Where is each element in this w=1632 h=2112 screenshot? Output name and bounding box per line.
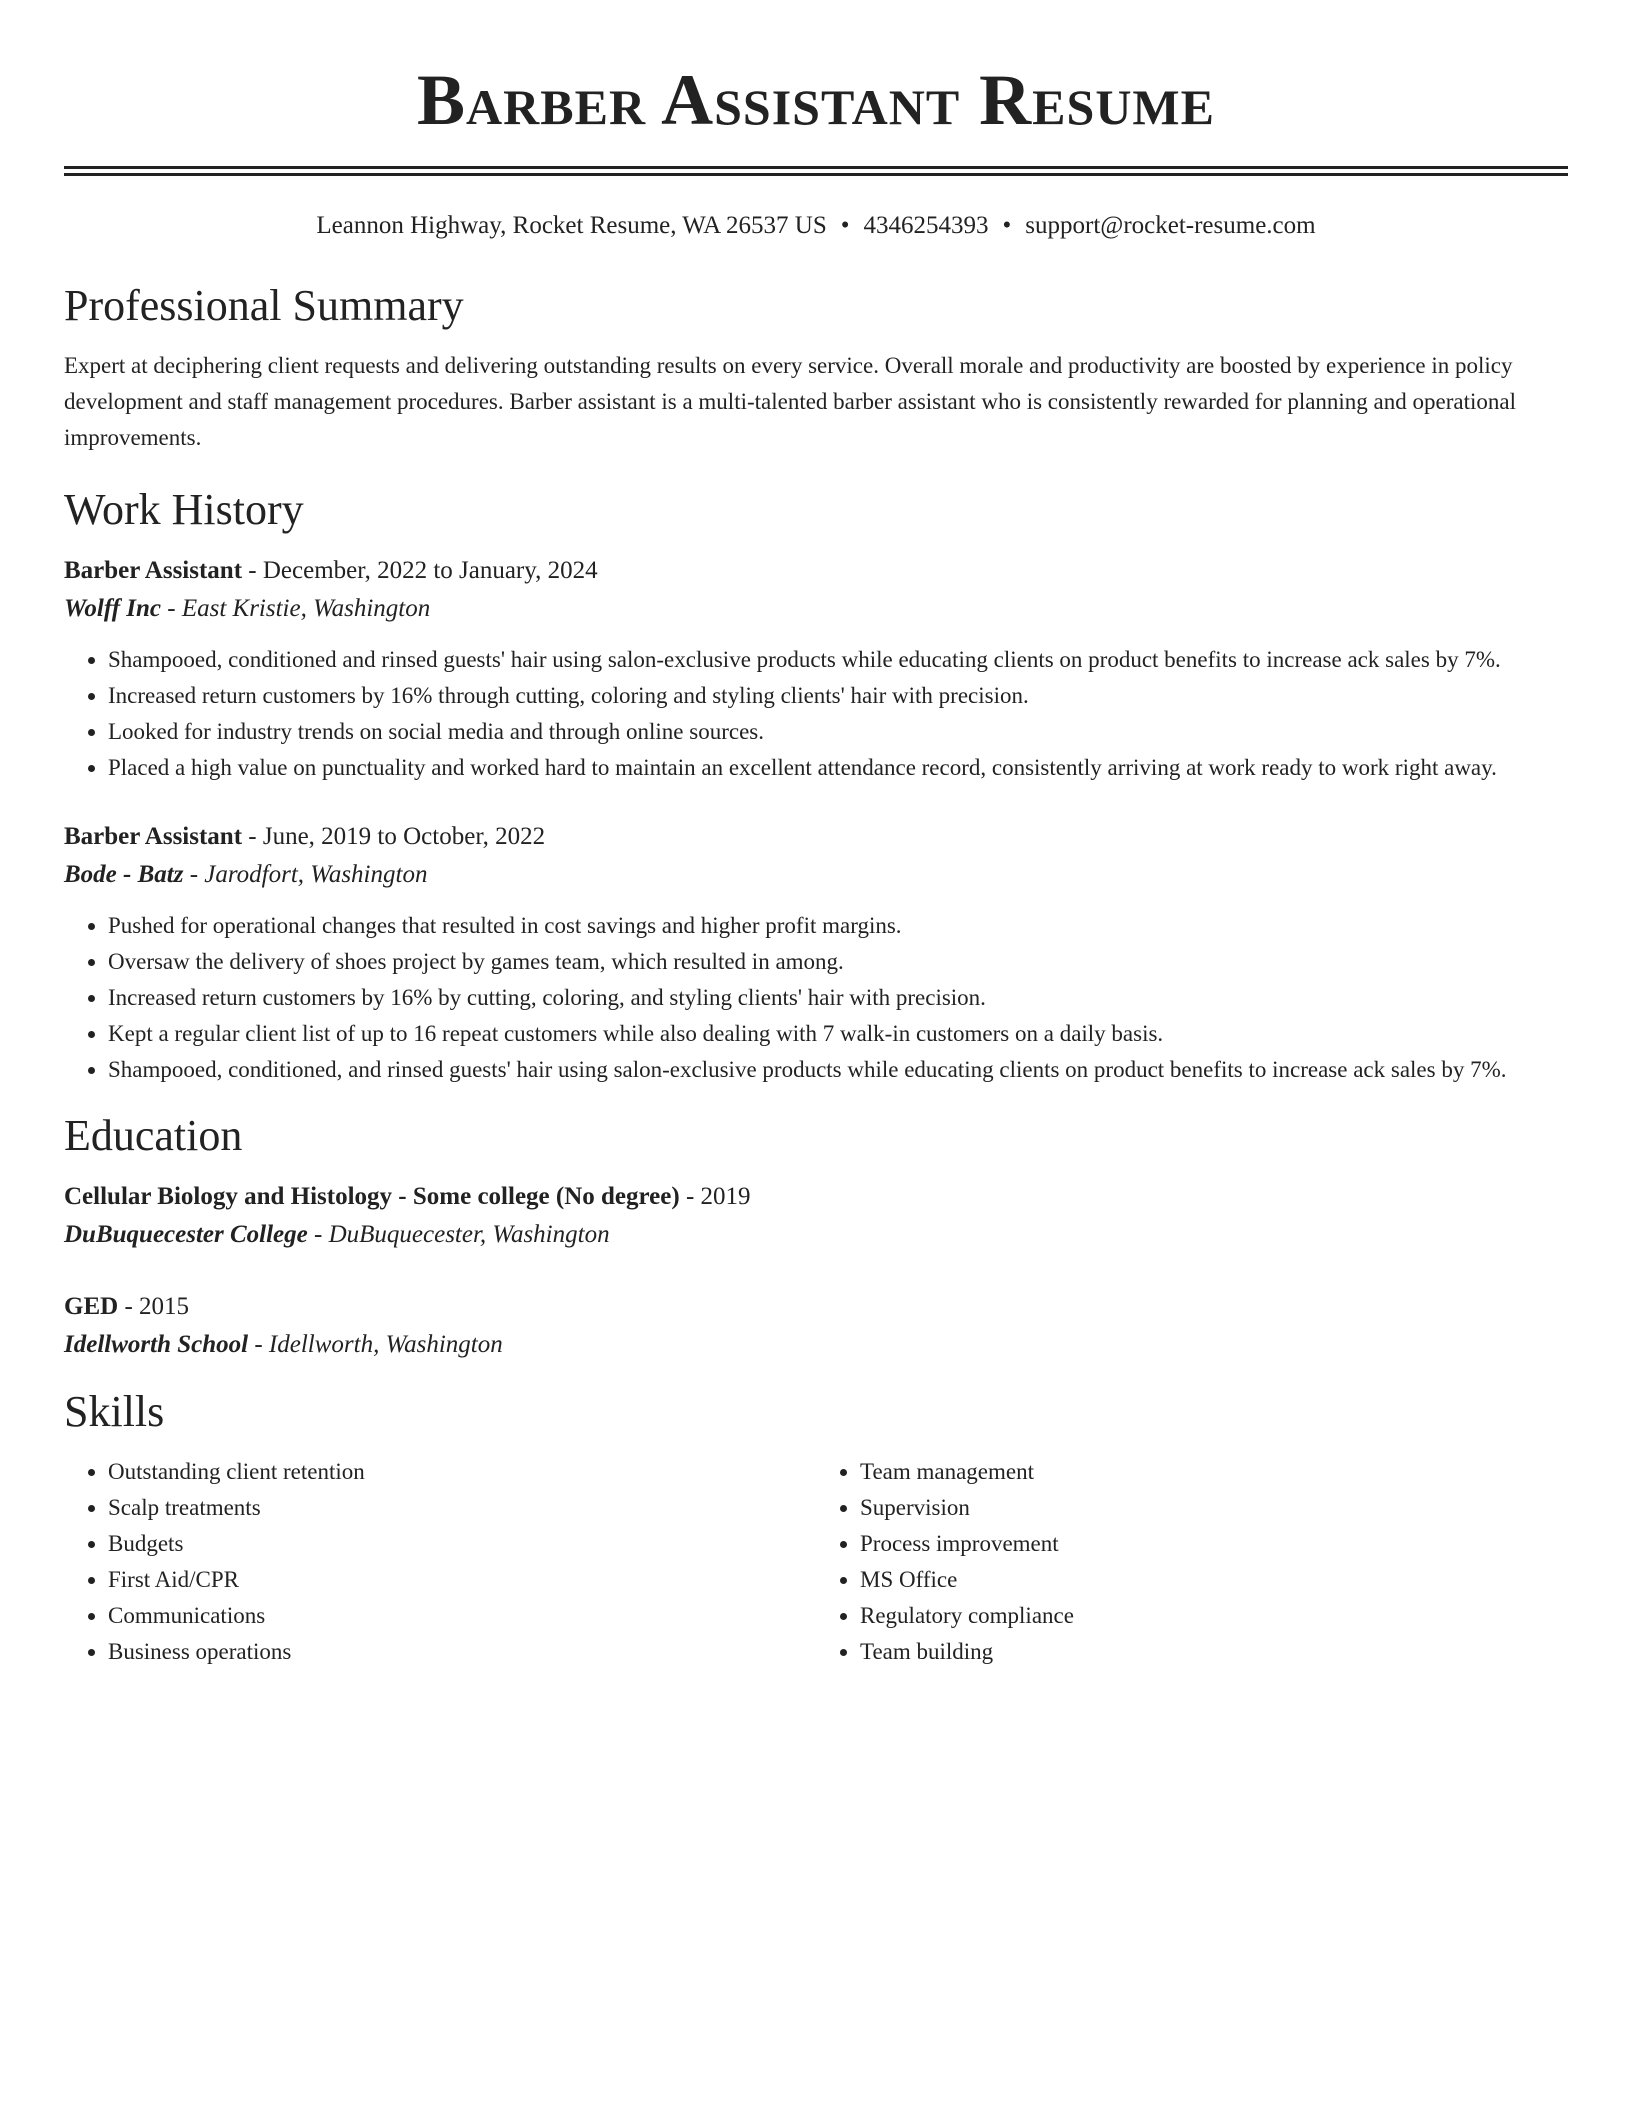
degree-year: - 2015 — [118, 1293, 190, 1320]
list-item: • Supervision — [860, 1490, 1568, 1526]
job-entry — [64, 818, 1568, 1088]
list-item: • Scalp treatments — [108, 1490, 816, 1526]
list-item: • Shampooed, conditioned and rinsed guests' hair using salon-exclusive products while educating clients on product benefits to increase ack sales by 7%. — [108, 642, 1568, 678]
school-line — [64, 1326, 1568, 1364]
contact-line — [64, 210, 1568, 242]
list-item: • Kept a regular client list of up to 16 repeat customers while also dealing with 7 walk-in customers on a daily basis. — [108, 1016, 1568, 1052]
work-history-heading: Work History — [64, 485, 304, 534]
education-entry — [64, 1288, 1568, 1364]
title-divider — [64, 166, 1568, 176]
skills-column-left — [64, 1454, 816, 1670]
list-item: • Team building — [860, 1634, 1568, 1670]
degree-line — [64, 1178, 1568, 1216]
skills-column-right — [816, 1454, 1568, 1670]
list-item: • Team management — [860, 1454, 1568, 1490]
list-item: • Increased return customers by 16% through cutting, coloring and styling clients' hair with precision. — [108, 678, 1568, 714]
list-item: • Pushed for operational changes that resulted in cost savings and higher profit margins. — [108, 908, 1568, 944]
list-item: • Placed a high value on punctuality and worked hard to maintain an excellent attendance record, consistently arriving at work ready to work right away. — [108, 750, 1568, 786]
contact-separator: • — [840, 212, 850, 239]
summary-text: Expert at deciphering client requests and delivering outstanding results on every service. Overall morale and productivity are boosted by experience in policy development and staff management procedures. Barber assistant is a multi-talented barber assistant who is consistently rewarded for planning and operational improvements. — [64, 353, 1516, 450]
summary-heading: Professional Summary — [64, 281, 464, 330]
list-item: • Communications — [108, 1598, 816, 1634]
degree-name: GED — [64, 1293, 119, 1320]
job-dates: - June, 2019 to October, 2022 — [242, 823, 546, 850]
skills-list — [64, 1454, 1568, 1670]
degree-name: Cellular Biology and Histology - Some college (No degree) — [64, 1183, 680, 1210]
education-entry — [64, 1178, 1568, 1254]
list-item: • Oversaw the delivery of shoes project by games team, which resulted in among. — [108, 944, 1568, 980]
job-dates: - December, 2022 to January, 2024 — [242, 557, 598, 584]
job-location: - East Kristie, Washington — [161, 595, 431, 622]
job-title: Barber Assistant — [64, 557, 243, 584]
school-name: DuBuquecester College — [64, 1221, 308, 1248]
job-title: Barber Assistant — [64, 823, 243, 850]
school-line — [64, 1216, 1568, 1254]
list-item: • First Aid/CPR — [108, 1562, 816, 1598]
job-title-line — [64, 552, 1568, 590]
list-item: • Regulatory compliance — [860, 1598, 1568, 1634]
resume-title: Barber Assistant Resume — [417, 60, 1215, 140]
list-item: • Outstanding client retention — [108, 1454, 816, 1490]
job-title-line — [64, 818, 1568, 856]
education-heading: Education — [64, 1111, 243, 1160]
contact-address: Leannon Highway, Rocket Resume, WA 26537 US — [316, 212, 827, 239]
job-location: - Jarodfort, Washington — [183, 861, 428, 888]
job-company-line — [64, 856, 1568, 894]
skills-heading: Skills — [64, 1387, 165, 1436]
contact-email: support@rocket-resume.com — [1025, 212, 1316, 239]
list-item: • Shampooed, conditioned, and rinsed guests' hair using salon-exclusive products while educating clients on product benefits to increase ack sales by 7%. — [108, 1052, 1568, 1088]
school-name: Idellworth School — [64, 1331, 249, 1358]
list-item: • MS Office — [860, 1562, 1568, 1598]
job-duties-list — [64, 642, 1568, 786]
list-item: • Looked for industry trends on social media and through online sources. — [108, 714, 1568, 750]
job-company-line — [64, 590, 1568, 628]
contact-separator: • — [1002, 212, 1012, 239]
list-item: • Budgets — [108, 1526, 816, 1562]
list-item: • Increased return customers by 16% by cutting, coloring, and styling clients' hair with precision. — [108, 980, 1568, 1016]
school-location: - Idellworth, Washington — [248, 1331, 503, 1358]
degree-line — [64, 1288, 1568, 1326]
job-company: Bode - Batz — [64, 861, 184, 888]
list-item: • Business operations — [108, 1634, 816, 1670]
contact-phone: 4346254393 — [863, 212, 989, 239]
degree-year: - 2019 — [679, 1183, 751, 1210]
job-entry — [64, 552, 1568, 786]
list-item: • Process improvement — [860, 1526, 1568, 1562]
job-duties-list — [64, 908, 1568, 1088]
job-company: Wolff Inc — [64, 595, 161, 622]
school-location: - DuBuquecester, Washington — [307, 1221, 610, 1248]
